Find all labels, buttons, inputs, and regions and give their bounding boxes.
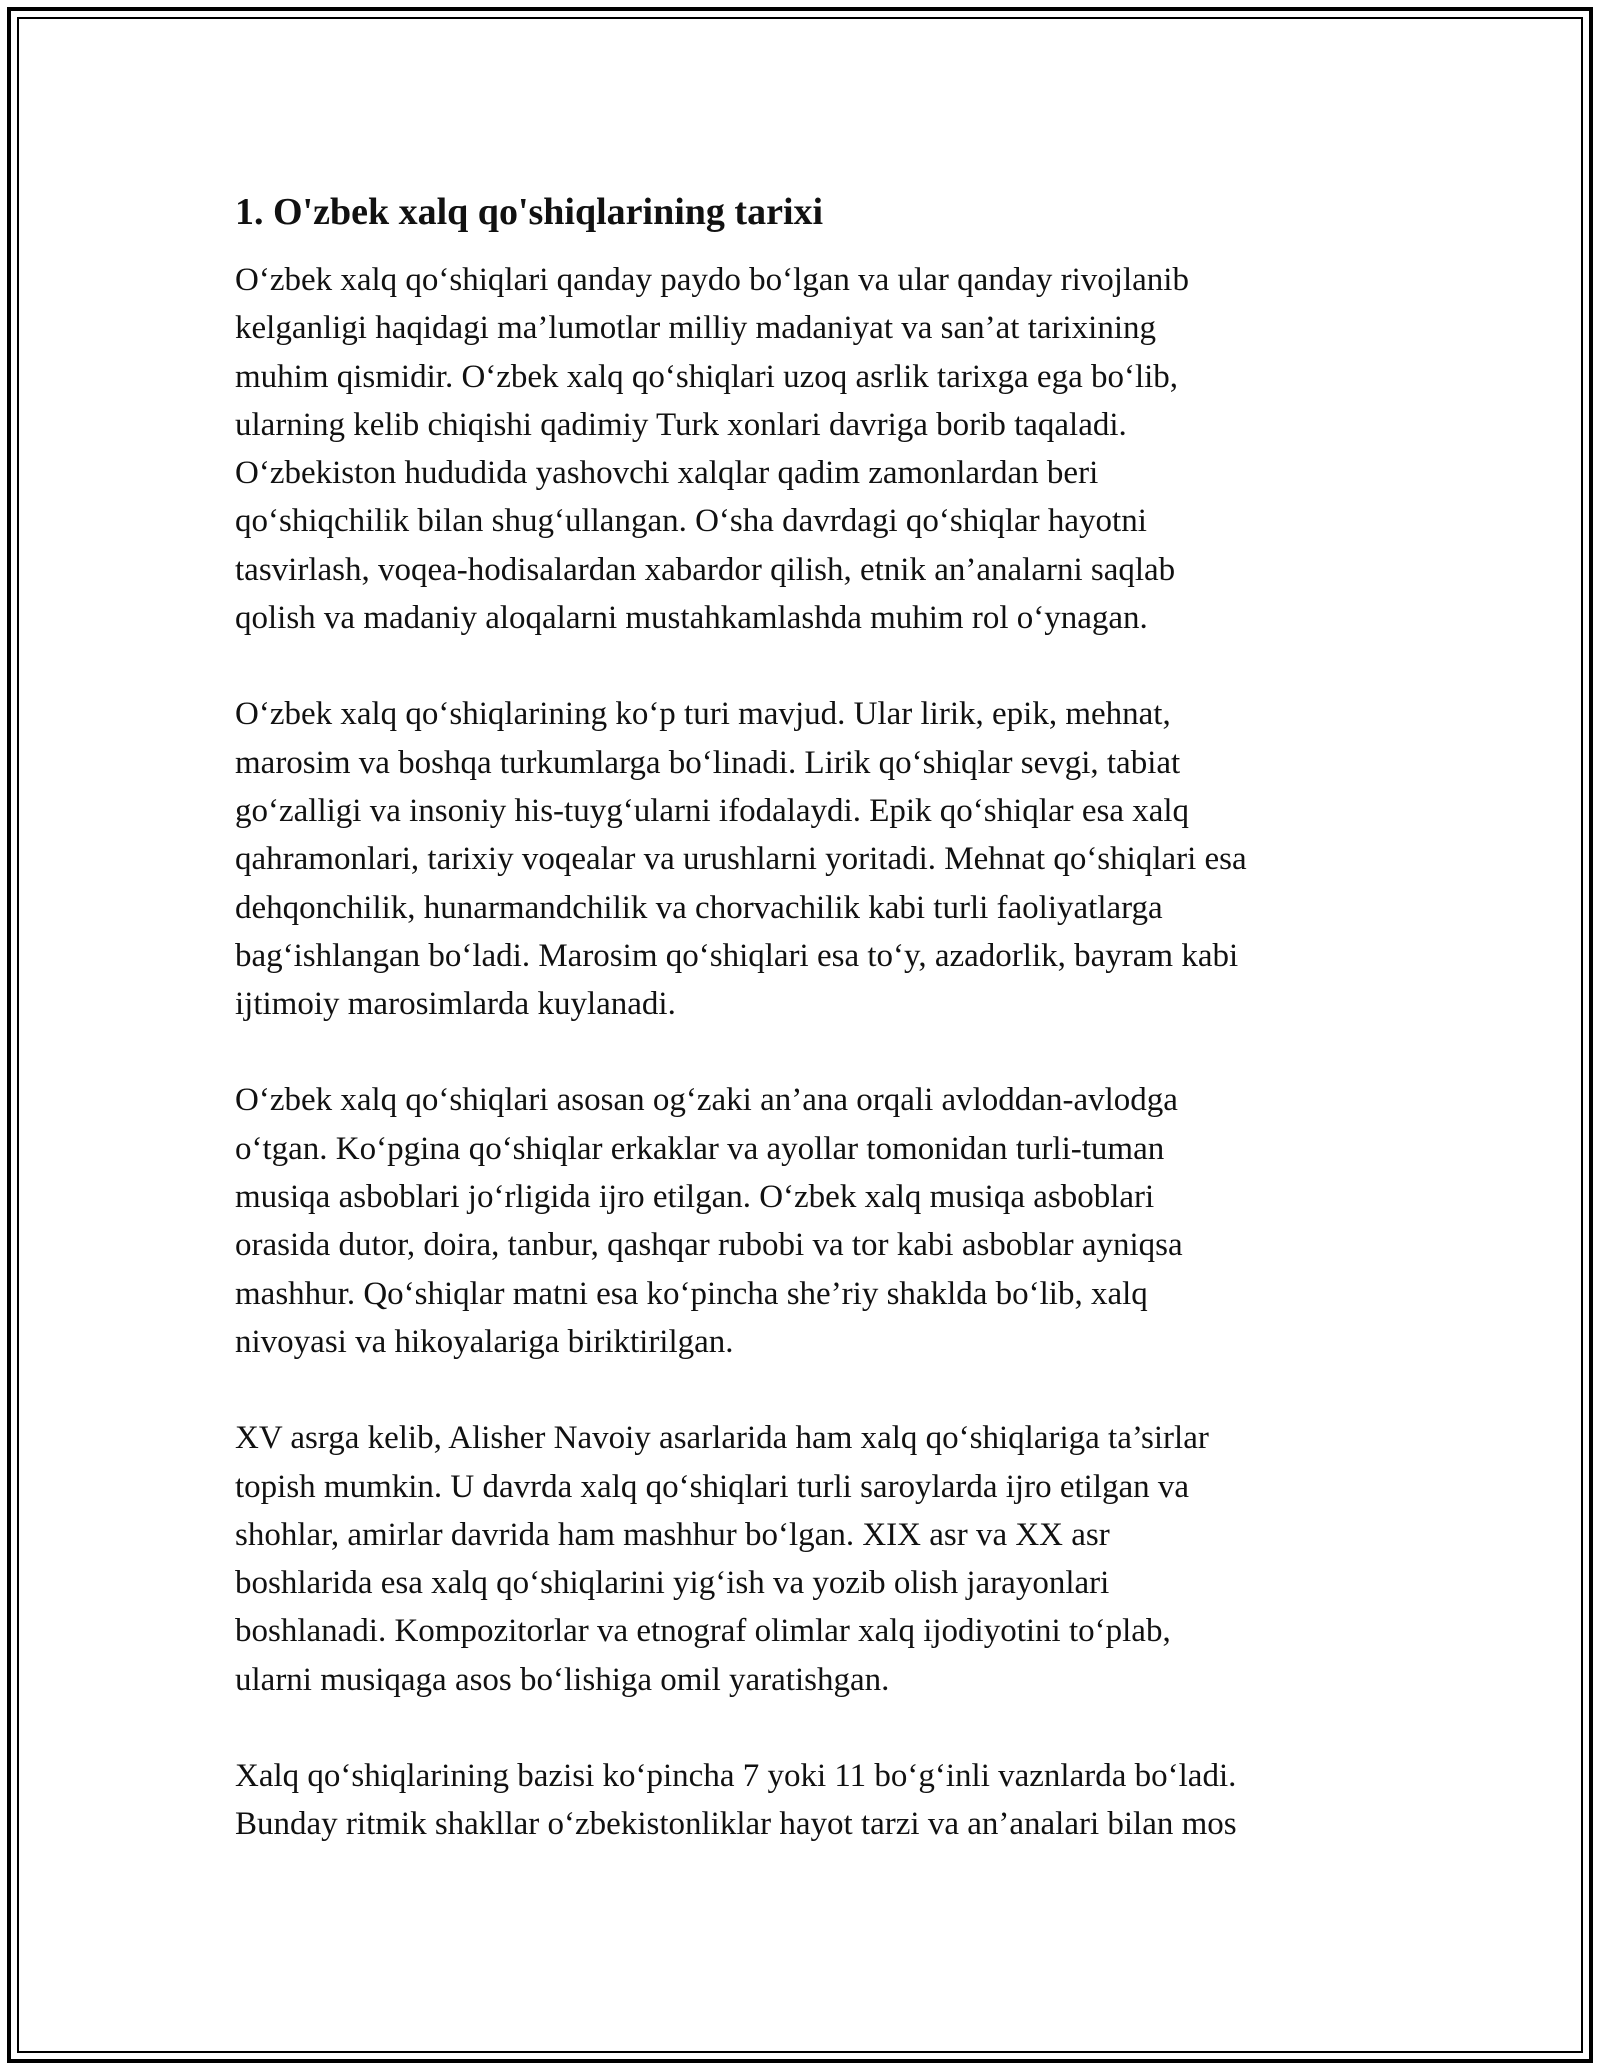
paragraph-history-navoiy: XV asrga kelib, Alisher Navoiy asarlarida ham xalq qo‘shiqlariga ta’sirlar topish mumkin. U davrda xalq qo‘shiqlari turli saroylarda ijro etilgan va shohlar, amirlar davrida ham mashhur bo‘lgan. XIX asr va XX asr boshlarida esa xalq qo‘shiqlarini yig‘ish va yozib olish jarayonlari boshlanadi. Kompozitorlar va etnograf olimlar xalq ijodiyotini to‘plab, ularni musiqaga asos bo‘lishiga omil yaratishgan. bbox=[235, 1420, 1209, 1698]
paragraph-origins: O‘zbek xalq qo‘shiqlari qanday paydo bo‘lgan va ular qanday rivojlanib kelganligi haqidagi ma’lumotlar milliy madaniyat va san’at tarixining muhim qismidir. O‘zbek xalq qo‘shiqlari uzoq asrlik tarixga ega bo‘lib, ularning kelib chiqishi qadimiy Turk xonlari davriga borib taqaladi. O‘zbekiston hududida yashovchi xalqlar qadim zamonlardan beri qo‘shiqchilik bilan shug‘ullangan. O‘sha davrdagi qo‘shiqlar hayotni tasvirlash, voqea-hodisalardan xabardor qilish, etnik an’analarni saqlab qolish va madaniy aloqalarni mustahkamlashda muhim rol o‘ynagan. bbox=[235, 262, 1189, 637]
paragraph-meter: Xalq qo‘shiqlarining bazisi ko‘pincha 7 yoki 11 bo‘g‘inli vaznlarda bo‘ladi. Bunday ritmik shakllar o‘zbekistonliklar hayot tarzi va an’analari bilan mos bbox=[235, 1758, 1237, 1843]
paragraph-genres: O‘zbek xalq qo‘shiqlarining ko‘p turi mavjud. Ular lirik, epik, mehnat, marosim va boshqa turkumlarga bo‘linadi. Lirik qo‘shiqlar sevgi, tabiat go‘zalligi va insoniy his-tuyg‘ularni ifodalaydi. Epik qo‘shiqlar esa xalq qahramonlari, tarixiy voqealar va urushlarni yoritadi. Mehnat qo‘shiqlari esa dehqonchilik, hunarmandchilik va chorvachilik kabi turli faoliyatlarga bag‘ishlangan bo‘ladi. Marosim qo‘shiqlari esa to‘y, azadorlik, bayram kabi ijtimoiy marosimlarda kuylanadi. bbox=[235, 696, 1247, 1023]
document-body bbox=[235, 186, 1375, 1897]
paragraph-oral-tradition: O‘zbek xalq qo‘shiqlari asosan og‘zaki an’ana orqali avloddan-avlodga o‘tgan. Ko‘pgina qo‘shiqlar erkaklar va ayollar tomonidan turli-tuman musiqa asboblari jo‘rligida ijro etilgan. O‘zbek xalq musiqa asboblari orasida dutor, doira, tanbur, qashqar rubobi va tor kabi asboblar ayniqsa mashhur. Qo‘shiqlar matni esa ko‘pincha she’riy shaklda bo‘lib, xalq nivoyasi va hikoyalariga biriktirilgan. bbox=[235, 1082, 1183, 1360]
section-heading: 1. O'zbek xalq qo'shiqlarining tarixi bbox=[235, 191, 824, 233]
